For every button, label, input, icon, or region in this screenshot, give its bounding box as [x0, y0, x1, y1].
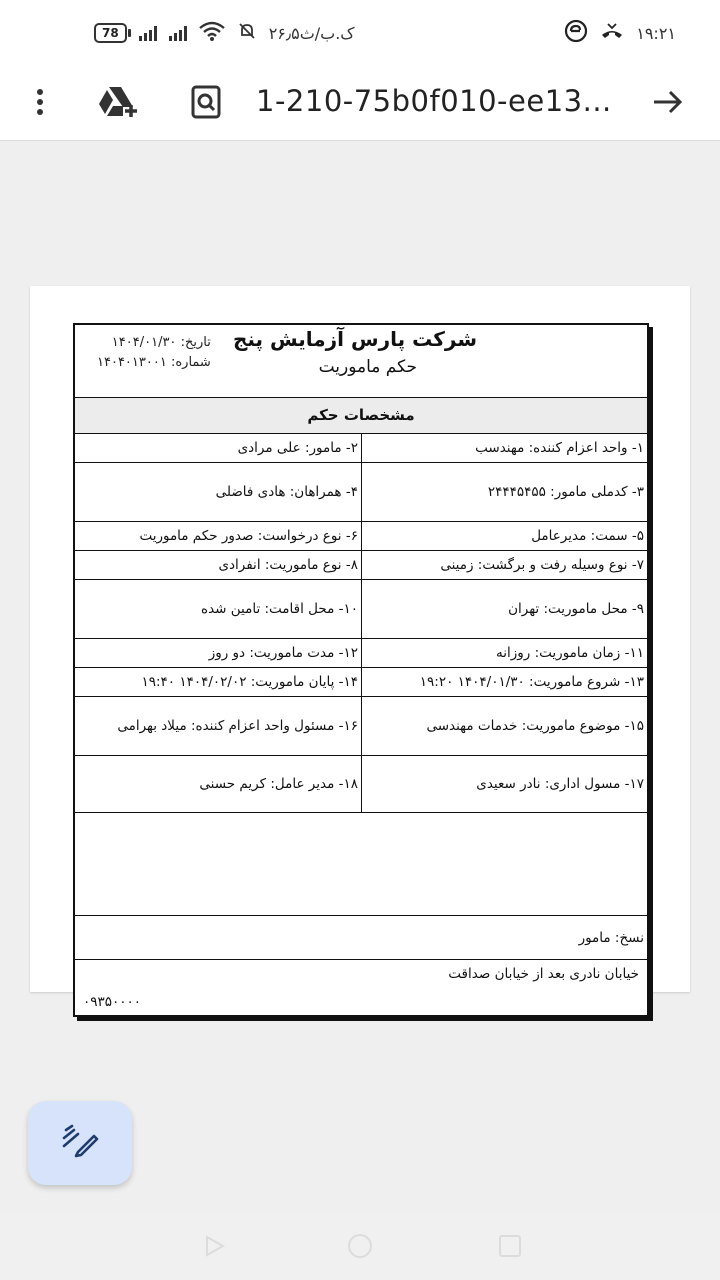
- battery-indicator: 78: [94, 23, 127, 43]
- document-title: 1-210-75b0f010-ee13...: [256, 84, 612, 118]
- number-label: شماره:: [170, 355, 211, 370]
- wifi-icon: [199, 21, 225, 46]
- date-value: ۱۴۰۴/۰۱/۳۰: [111, 335, 177, 350]
- date-line: [97, 333, 211, 353]
- field-cell: ۱۶- مسئول واحد اعزام کننده: میلاد بهرامی: [117, 718, 358, 734]
- viewer-toolbar: [0, 64, 720, 141]
- status-right: [564, 20, 676, 46]
- home-icon[interactable]: [346, 1232, 374, 1260]
- field-cell: ۱۱- زمان ماموریت: روزانه: [361, 639, 647, 667]
- signal-icon-2: [169, 25, 187, 41]
- table-row: [75, 580, 647, 639]
- field-cell: ۱۸- مدیر عامل: کریم حسنی: [199, 776, 358, 792]
- status-left: [94, 20, 355, 46]
- system-nav-bar: [0, 1212, 720, 1280]
- arrow-right-icon[interactable]: [646, 80, 690, 124]
- missed-call-icon: [600, 22, 624, 45]
- network-speed: ۲۶٫۵ک.ب/ث: [268, 23, 355, 43]
- field-cell: ۶- نوع درخواست: صدور حکم ماموریت: [139, 528, 358, 544]
- field-cell: ۲- مامور: علی مرادی: [237, 440, 358, 456]
- annotate-pen-icon: [60, 1124, 100, 1162]
- field-cell: ۱۷- مسول اداری: نادر سعیدی: [361, 756, 647, 812]
- clock: ۱۹:۲۱: [636, 23, 676, 43]
- recents-icon[interactable]: [496, 1232, 524, 1260]
- phone: ۰۹۳۵۰۰۰۰: [83, 994, 142, 1010]
- search-in-document-icon[interactable]: [184, 80, 228, 124]
- copies-line: نسخ: مامور: [75, 916, 647, 960]
- field-cell: ۵- سمت: مدیرعامل: [361, 522, 647, 550]
- form-header: [75, 325, 647, 398]
- field-cell: ۷- نوع وسیله رفت و برگشت: زمینی: [361, 551, 647, 579]
- table-row: [75, 522, 647, 551]
- company-name: شرکت پارس آزمایش پنج: [232, 327, 477, 351]
- number-line: [97, 353, 211, 373]
- field-cell: ۱۴- پایان ماموریت: ۱۴۰۴/۰۲/۰۲ ۱۹:۴۰: [141, 674, 358, 690]
- address: خیابان نادری بعد از خیابان صداقت: [448, 966, 639, 982]
- table-row: [75, 434, 647, 463]
- number-value: ۱۴۰۴۰۱۳۰۰۱: [97, 355, 167, 370]
- back-icon[interactable]: [200, 1232, 228, 1260]
- form-meta: [97, 333, 211, 373]
- annotate-button[interactable]: [28, 1101, 132, 1185]
- blank-area: [75, 813, 647, 916]
- table-row: [75, 463, 647, 522]
- mission-order-form: [73, 323, 649, 1017]
- table-row: [75, 756, 647, 813]
- date-label: تاریخ:: [180, 335, 211, 350]
- field-cell: ۱- واحد اعزام کننده: مهندسب: [361, 434, 647, 462]
- app-notification-icon: [564, 19, 588, 48]
- table-row: [75, 639, 647, 668]
- field-cell: ۱۰- محل اقامت: تامین شده: [201, 601, 358, 617]
- status-bar: [0, 0, 720, 64]
- table-row: [75, 668, 647, 697]
- table-row: [75, 551, 647, 580]
- add-to-drive-icon[interactable]: [95, 80, 139, 124]
- pdf-page: [30, 286, 690, 1010]
- field-cell: ۱۲- مدت ماموریت: دو روز: [208, 645, 358, 661]
- field-cell: ۴- همراهان: هادی فاضلی: [215, 484, 358, 500]
- table-row: [75, 697, 647, 756]
- bell-off-icon: [237, 21, 257, 46]
- more-vertical-icon[interactable]: [18, 80, 62, 124]
- section-title: مشخصات حکم: [75, 398, 647, 434]
- order-title: حکم ماموریت: [318, 357, 417, 377]
- field-cell: ۹- محل ماموریت: تهران: [361, 580, 647, 638]
- signal-icon: [139, 25, 157, 41]
- field-cell: ۱۳- شروع ماموریت: ۱۴۰۴/۰۱/۳۰ ۱۹:۲۰: [361, 668, 647, 696]
- field-cell: ۱۵- موضوع ماموریت: خدمات مهندسی: [361, 697, 647, 755]
- field-cell: ۸- نوع ماموریت: انفرادی: [218, 557, 358, 573]
- field-cell: ۳- کدملی مامور: ۲۴۴۴۵۴۵۵: [361, 463, 647, 521]
